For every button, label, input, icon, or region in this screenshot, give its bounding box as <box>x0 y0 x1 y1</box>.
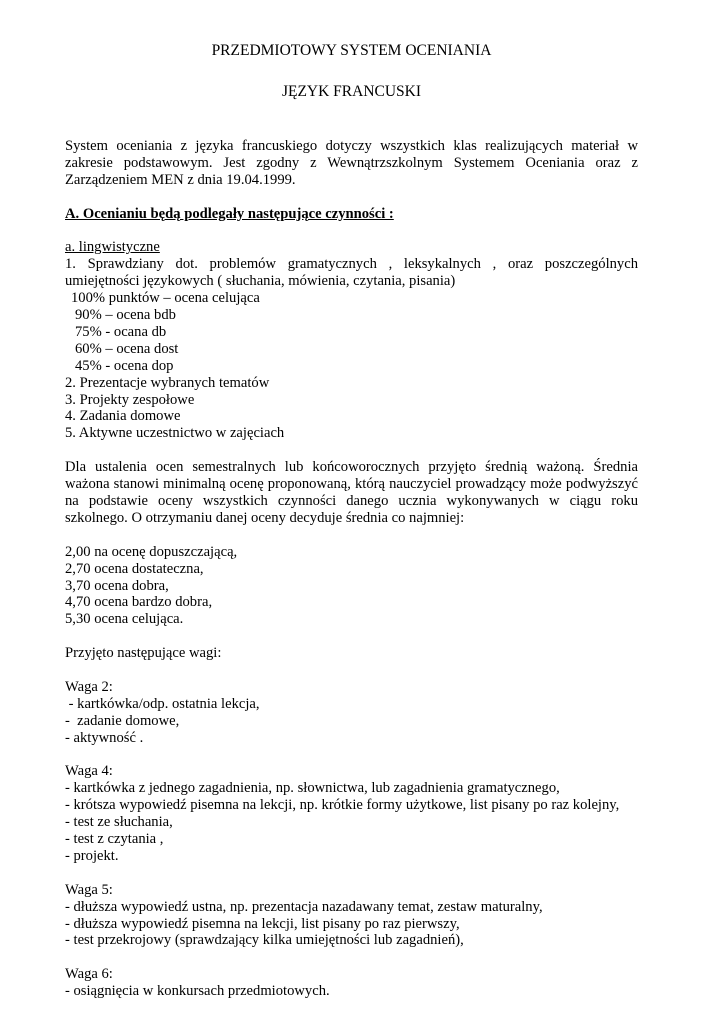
weight-label: Waga 5: <box>65 881 113 898</box>
list-item: 4. Zadania domowe <box>65 408 181 425</box>
weight-item: - dłuższa wypowiedź pisemna na lekcji, list pisany po raz pierwszy, <box>65 915 460 932</box>
weight-item: - test ze słuchania, <box>65 814 173 831</box>
scale-item: 75% - ocana db <box>75 323 167 340</box>
scale-item: 100% punktów – ocena celująca <box>71 290 260 307</box>
scale-item: 60% – ocena dost <box>75 340 179 357</box>
weight-item: - aktywność . <box>65 729 144 746</box>
section-a-heading: A. Ocenianiu będą podlegały następujące czynności : <box>65 205 394 222</box>
average-paragraph: Dla ustalenia ocen semestralnych lub końcoworocznych przyjęto średnią ważoną. Średnia ważona stanowi minimalną ocenę proponowaną, którą nauczyciel prowadzący może podwyższyć na podstawie oceny wszystkich czynności danego ucznia wykonywanych w ciągu roku szkolnego. O otrzymaniu danej oceny decyduje średnia co najmniej: <box>65 459 638 526</box>
weight-item: - krótsza wypowiedź pisemna na lekcji, np. krótkie formy użytkowe, list pisany po raz kolejny, <box>65 797 620 814</box>
list-item: 2. Prezentacje wybranych tematów <box>65 374 270 391</box>
weights-intro: Przyjęto następujące wagi: <box>65 645 222 662</box>
scale-item: 90% – ocena bdb <box>75 307 176 324</box>
list-item: 5. Aktywne uczestnictwo w zajęciach <box>65 425 285 442</box>
weight-item: - test z czytania , <box>65 831 164 848</box>
weight-item: - test przekrojowy (sprawdzający kilka umiejętności lub zagadnień), <box>65 932 464 949</box>
document-title: PRZEDMIOTOWY SYSTEM OCENIANIA <box>211 42 492 59</box>
weight-label: Waga 6: <box>65 966 113 983</box>
intro-paragraph: System oceniania z języka francuskiego dotyczy wszystkich klas realizujących materiał w zakresie podstawowym. Jest zgodny z Wewnątrzszkolnym Systemem Oceniania oraz z Zarządzeniem MEN z dnia 19.04.1999. <box>65 138 638 188</box>
weight-item: - projekt. <box>65 847 119 864</box>
weight-item: - zadanie domowe, <box>65 712 180 729</box>
scale-item: 45% - ocena dop <box>75 357 174 374</box>
weight-item: - kartkówka z jednego zagadnienia, np. słownictwa, lub zagadnienia gramatycznego, <box>65 780 560 797</box>
list-item: 3. Projekty zespołowe <box>65 391 195 408</box>
threshold-item: 2,70 ocena dostateczna, <box>65 560 204 577</box>
sub-heading-lingwistyczne: a. lingwistyczne <box>65 239 160 256</box>
weight-item: - kartkówka/odp. ostatnia lekcja, <box>65 695 260 712</box>
threshold-item: 3,70 ocena dobra, <box>65 577 169 594</box>
list-item-1: 1. Sprawdziany dot. problemów gramatycznych , leksykalnych , oraz poszczególnych umiejętności językowych ( słuchania, mówienia, czytania, pisania) <box>65 256 638 290</box>
weight-label: Waga 2: <box>65 678 113 695</box>
document-body <box>65 138 638 1000</box>
weight-item: - dłuższa wypowiedź ustna, np. prezentacja nazadawany temat, zestaw maturalny, <box>65 898 543 915</box>
weight-label: Waga 4: <box>65 763 113 780</box>
weight-item: - osiągnięcia w konkursach przedmiotowych. <box>65 983 330 1000</box>
threshold-item: 2,00 na ocenę dopuszczającą, <box>65 543 238 560</box>
document-subtitle: JĘZYK FRANCUSKI <box>281 83 422 100</box>
threshold-item: 5,30 ocena celująca. <box>65 611 184 628</box>
threshold-item: 4,70 ocena bardzo dobra, <box>65 594 213 611</box>
